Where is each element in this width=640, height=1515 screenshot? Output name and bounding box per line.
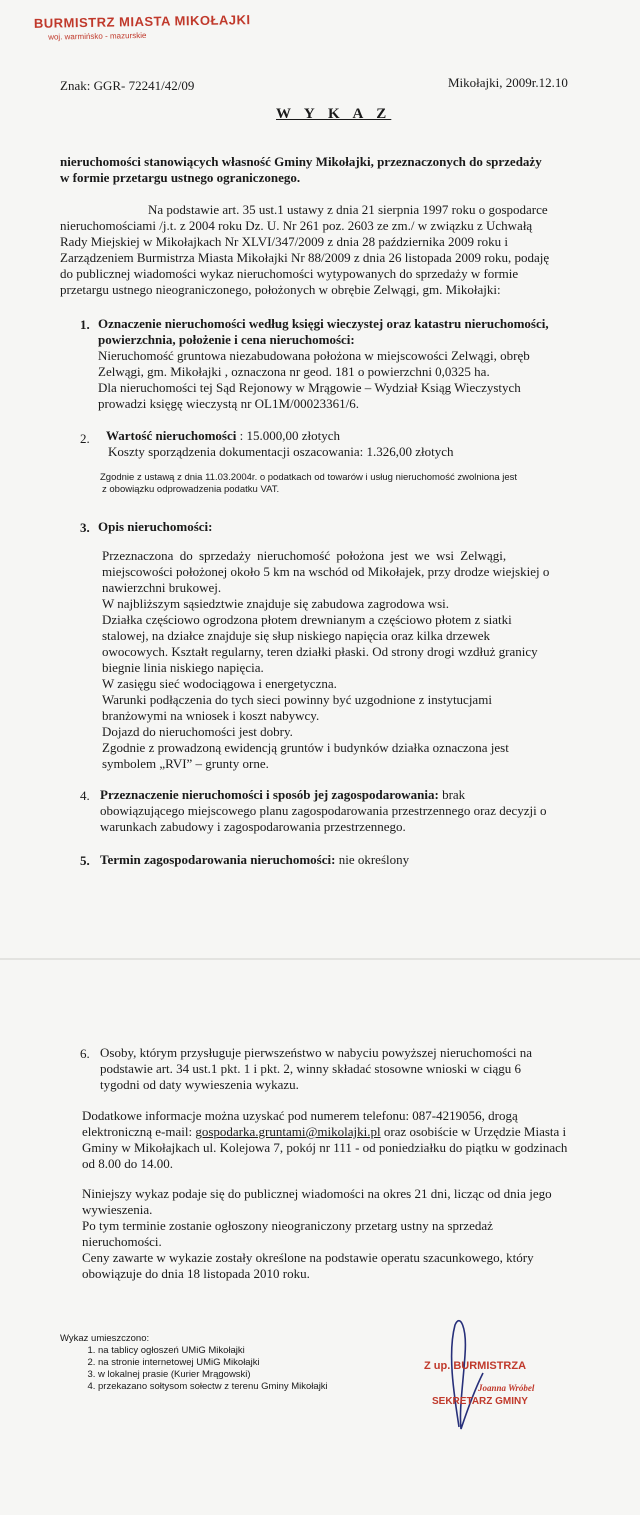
closing-line: nieruchomości. <box>82 1234 162 1249</box>
distribution-item: 2. na stronie internetowej UMiG Mikołajki <box>98 1357 390 1369</box>
distribution-item: 4. przekazano sołtysom sołectw z terenu Gminy Mikołajki <box>98 1381 390 1393</box>
property-value: : 15.000,00 złotych <box>236 428 340 443</box>
section-4-line: warunkach zabudowy i zagospodarowania przestrzennego. <box>100 819 406 834</box>
section-3-line: branżowymi na wniosek i koszt nabywcy. <box>102 708 320 723</box>
closing-line: wywieszenia. <box>82 1202 153 1217</box>
email-link[interactable]: gospodarka.gruntami@mikolajki.pl <box>195 1124 381 1139</box>
section-3-line: biegnie linia niskiego napięcia. <box>102 660 264 675</box>
place-date: Mikołajki, 2009r.12.10 <box>448 75 568 90</box>
section-2-number: 2. <box>80 431 90 446</box>
intro-line: Rady Miejskiej w Mikołajkach Nr XLVI/347/2009 z dnia 28 października 2009 roku i <box>60 234 508 249</box>
subtitle-line: w formie przetargu ustnego ograniczonego. <box>60 170 301 185</box>
section-2 <box>106 428 586 460</box>
section-3-line: nawierzchni brukowej. <box>102 580 222 595</box>
section-6-number: 6. <box>80 1046 90 1061</box>
distribution-item: 1. na tablicy ogłoszeń UMiG Mikołajki <box>98 1345 390 1357</box>
office-stamp <box>34 12 251 42</box>
section-3-line: owocowych. Kształt regularny, teren działki płaski. Od strony drogi wzdłuż granicy <box>102 644 538 659</box>
intro-paragraph <box>60 202 590 298</box>
distribution-item: 3. w lokalnej prasie (Kurier Mrągowski) <box>98 1369 390 1381</box>
signer-name: Joanna Wróbel <box>478 1383 535 1393</box>
intro-line: nieruchomościami /j.t. z 2004 roku Dz. U. Nr 261 poz. 2603 ze zm./ w związku z Uchwałą <box>60 218 533 233</box>
reference-number: Znak: GGR- 72241/42/09 <box>60 78 195 93</box>
section-3-heading: Opis nieruchomości: <box>98 519 213 534</box>
stamp-line-1: BURMISTRZ MIASTA MIKOŁAJKI <box>33 12 251 31</box>
section-6-line: Osoby, którym przysługuje pierwszeństwo w nabyciu powyższej nieruchomości na <box>100 1045 533 1060</box>
section-2-heading: Wartość nieruchomości <box>106 428 237 443</box>
section-1-line: Dla nieruchomości tej Sąd Rejonowy w Mrągowie – Wydział Ksiąg Wieczystych <box>98 380 521 395</box>
section-3-line: Dojazd do nieruchomości jest dobry. <box>102 724 293 739</box>
subtitle-line: nieruchomości stanowiących własność Gminy Mikołajki, przeznaczonych do sprzedaży <box>60 154 542 169</box>
intro-line: Na podstawie art. 35 ust.1 ustawy z dnia 21 sierpnia 1997 roku o gospodarce <box>148 202 548 217</box>
section-6 <box>100 1045 590 1093</box>
intro-line: do publicznej wiadomości wykaz nieruchomości wytypowanych do sprzedaży w formie <box>60 266 519 281</box>
intro-line: przetargu ustnego nieograniczonego, położonych w obrębie Zelwągi, gm. Mikołajki: <box>60 282 501 297</box>
section-5-value: nie określony <box>335 852 410 867</box>
signature-stamp-line-3: SEKRETARZ GMINY <box>432 1396 528 1407</box>
signature-stamp-line-1: Z up. BURMISTRZA <box>424 1360 527 1372</box>
section-4 <box>100 787 590 835</box>
contact-info <box>82 1108 602 1172</box>
stamp-line-2: woj. warmińsko - mazurskie <box>48 30 147 42</box>
section-1-number: 1. <box>80 317 90 332</box>
contact-line: oraz osobiście w Urzędzie Miasta i <box>380 1124 567 1139</box>
closing-paragraph <box>82 1186 602 1282</box>
section-6-line: podstawie art. 34 ust.1 pkt. 1 i pkt. 2, winny składać stosowne wnioski w ciągu 6 <box>100 1061 522 1076</box>
contact-line: elektroniczną e-mail: <box>82 1124 196 1139</box>
section-1-line: Zelwągi, gm. Mikołajki , oznaczona nr geod. 181 o powierzchni 0,0325 ha. <box>98 364 490 379</box>
section-4-line: obowiązującego miejscowego planu zagospodarowania przestrzennego oraz decyzji o <box>100 803 547 818</box>
section-5-heading: Termin zagospodarowania nieruchomości: <box>100 852 336 867</box>
distribution-label: Wykaz umieszczono: <box>60 1333 150 1344</box>
section-3-number: 3. <box>80 520 90 535</box>
section-1-line: Nieruchomość gruntowa niezabudowana położona w miejscowości Zelwągi, obręb <box>98 348 530 363</box>
vat-note-line: z obowiązku odprowadzenia podatku VAT. <box>102 484 280 495</box>
document-subtitle <box>60 154 600 186</box>
closing-line: Po tym terminie zostanie ogłoszony nieograniczony przetarg ustny na sprzedaż <box>82 1218 493 1233</box>
section-4-number: 4. <box>80 788 90 803</box>
section-4-heading: Przeznaczenie nieruchomości i sposób jej zagospodarowania: <box>100 787 439 802</box>
vat-note-line: Zgodnie z ustawą z dnia 11.03.2004r. o podatkach od towarów i usług nieruchomość zwolniona jest <box>100 472 518 483</box>
handwritten-signature <box>425 1315 515 1435</box>
section-3-line: W zasięgu sieć wodociągowa i energetyczna. <box>102 676 337 691</box>
document-title: W Y K A Z <box>276 106 392 122</box>
section-3-line: Warunki podłączenia do tych sieci powinny być uzgodnione z instytucjami <box>102 692 492 707</box>
closing-line: Niniejszy wykaz podaje się do publicznej wiadomości na okres 21 dni, licząc od dnia jego <box>82 1186 552 1201</box>
section-3-line: stalowej, na działce znajduje się słup niskiego napięcia oraz kilka drzewek <box>102 628 491 643</box>
page-fold <box>0 958 640 960</box>
valuation-costs: Koszty sporządzenia dokumentacji oszacowania: 1.326,00 złotych <box>108 444 454 459</box>
contact-line: Dodatkowe informacje można uzyskać pod numerem telefonu: 087-4219056, drogą <box>82 1108 518 1123</box>
section-3-line: Zgodnie z prowadzoną ewidencją gruntów i budynków działka oznaczona jest <box>102 740 509 755</box>
section-3-line: W najbliższym sąsiedztwie znajduje się zabudowa zagrodowa wsi. <box>102 596 450 611</box>
contact-line: od 8.00 do 14.00. <box>82 1156 173 1171</box>
section-1-line: prowadzi księgę wieczystą nr OL1M/00023361/6. <box>98 396 360 411</box>
section-3-line: miejscowości położonej około 5 km na wschód od Mikołajek, przy drodze wiejskiej o <box>102 564 550 579</box>
section-4-tail: brak <box>438 787 466 802</box>
section-5 <box>100 852 409 868</box>
section-3-line: Przeznaczona do sprzedaży nieruchomość położona jest we wsi Zelwągi, <box>102 548 507 563</box>
closing-line: obowiązuje do dnia 18 listopada 2010 roku. <box>82 1266 310 1281</box>
section-3-line: Działka częściowo ogrodzona płotem drewnianym a częściowo płotem z siatki <box>102 612 512 627</box>
section-6-line: tygodni od daty wywieszenia wykazu. <box>100 1077 299 1092</box>
vat-note <box>100 472 600 496</box>
section-3-line: symbolem „RVI” – grunty orne. <box>102 756 269 771</box>
contact-line: Gminy w Mikołajkach ul. Kolejowa 7, pokój nr 111 - od poniedziałku do piątku w godzinach <box>82 1140 568 1155</box>
section-1-heading: powierzchnia, położenie i cena nieruchomości: <box>98 332 355 347</box>
section-1-heading: Oznaczenie nieruchomości według księgi wieczystej oraz katastru nieruchomości, <box>98 316 549 331</box>
closing-line: Ceny zawarte w wykazie zostały określone na podstawie operatu szacunkowego, który <box>82 1250 534 1265</box>
section-1 <box>98 316 598 412</box>
intro-line: Zarządzeniem Burmistrza Miasta Mikołajki Nr 88/2009 z dnia 26 listopada 2009 roku, podaję <box>60 250 550 265</box>
section-3-body <box>102 548 592 772</box>
distribution-list <box>60 1333 390 1393</box>
section-5-number: 5. <box>80 853 90 868</box>
